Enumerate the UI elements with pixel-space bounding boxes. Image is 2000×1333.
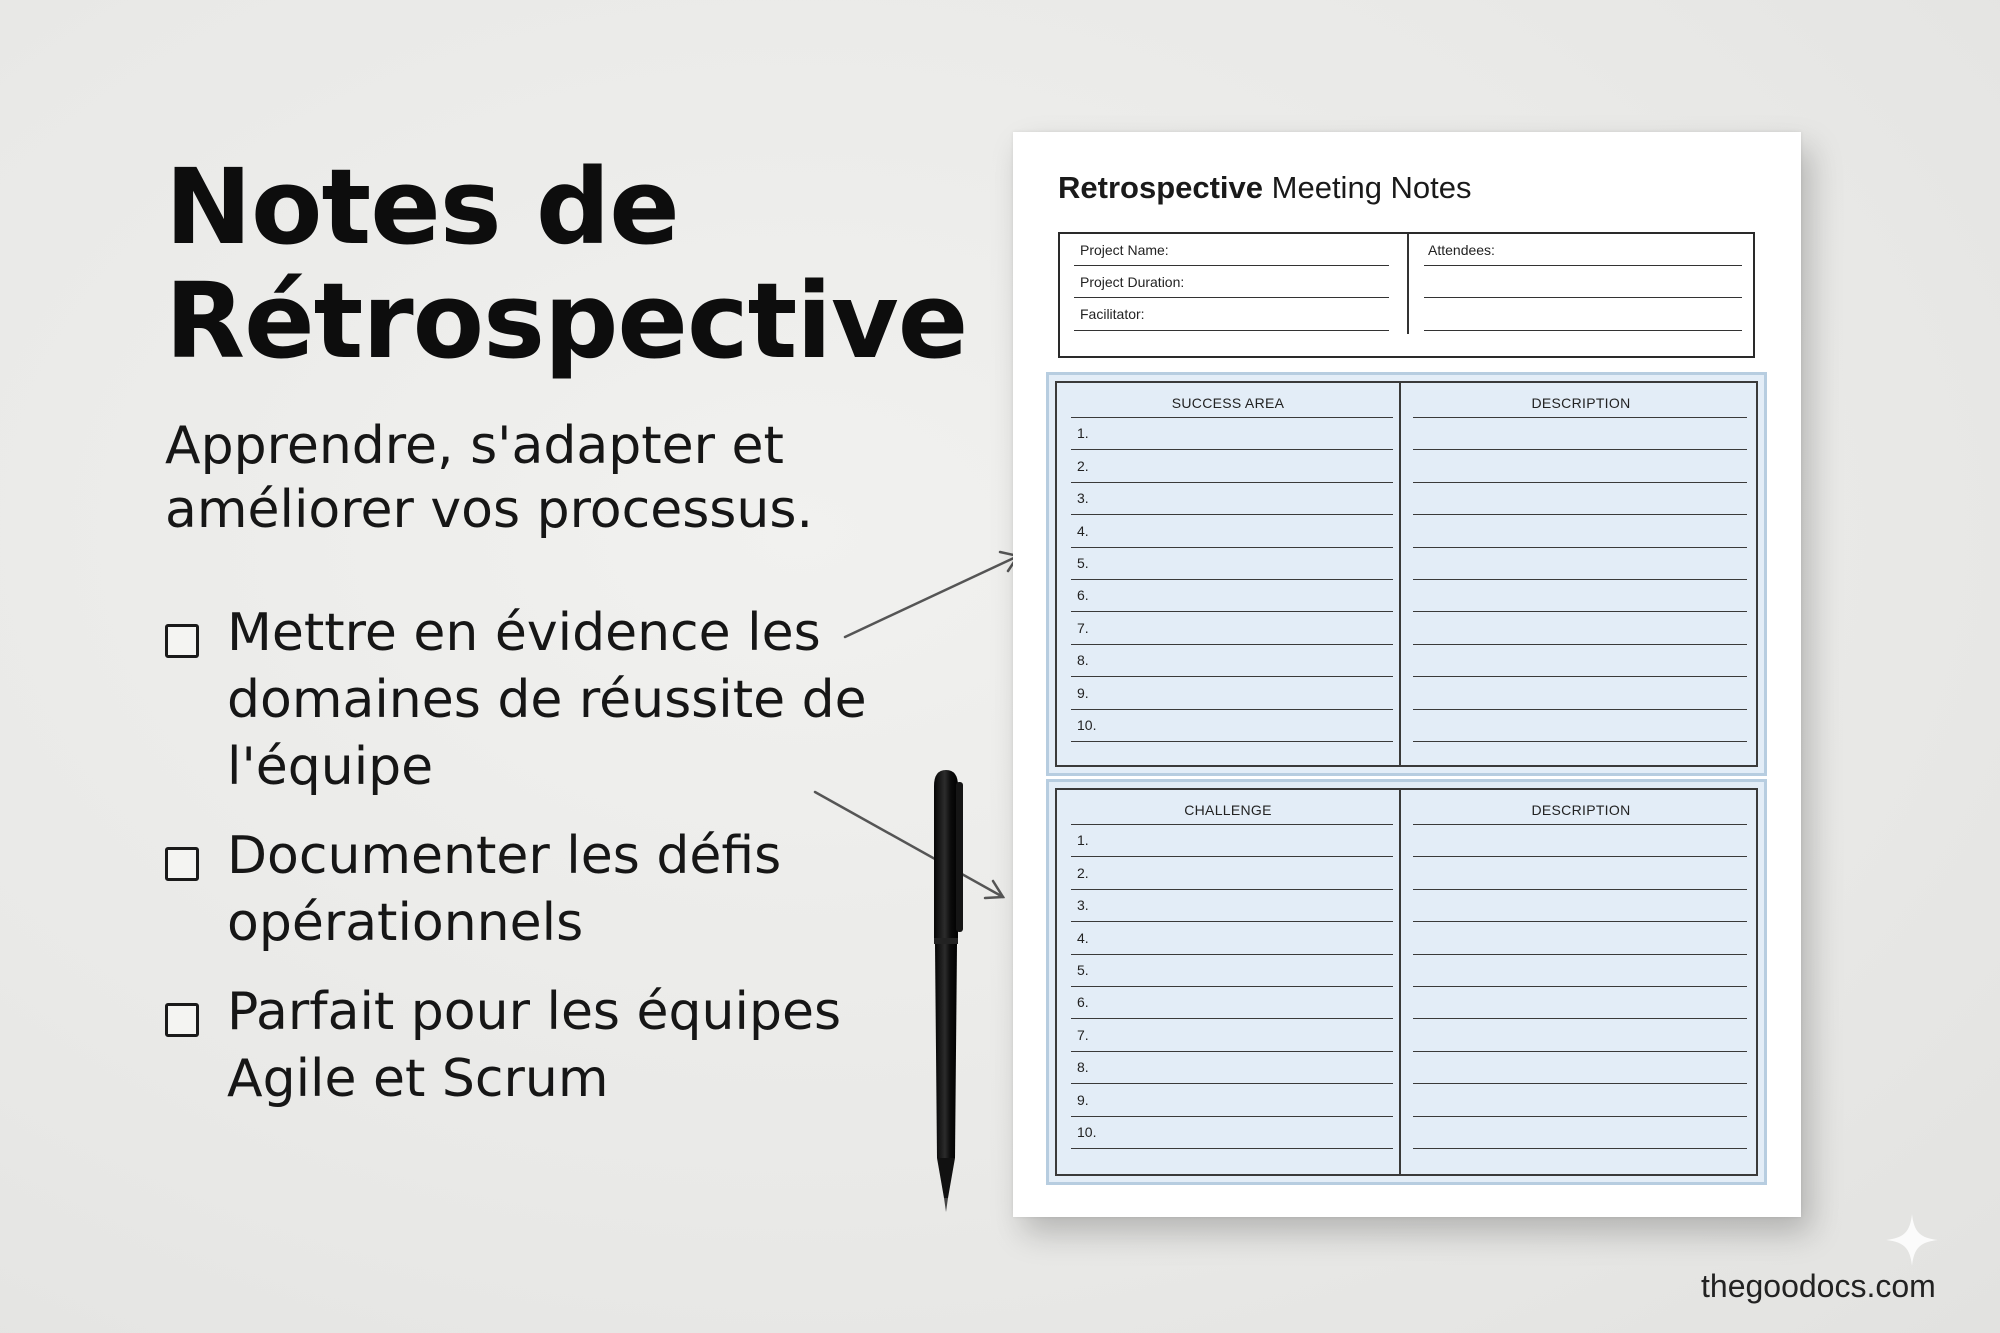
table-frame: [1055, 788, 1758, 1176]
header-line: [1413, 824, 1747, 825]
project-name-label: Project Name:: [1080, 242, 1169, 258]
row-line: [1071, 547, 1393, 548]
row-line: [1071, 741, 1393, 742]
row-line: [1413, 611, 1747, 612]
row-line: [1071, 1083, 1393, 1084]
column-divider: [1399, 383, 1401, 765]
row-number: 8.: [1077, 652, 1089, 669]
row-line: [1071, 676, 1393, 677]
field-line: [1074, 265, 1389, 266]
row-number: 9.: [1077, 684, 1089, 701]
headline: [165, 146, 968, 382]
project-duration-label: Project Duration:: [1080, 274, 1185, 290]
row-number: 3.: [1077, 897, 1089, 914]
row-line: [1413, 644, 1747, 645]
feature-item: [165, 600, 925, 801]
field-line: [1074, 297, 1389, 298]
checkbox-icon: [165, 624, 199, 658]
attendees-label: Attendees:: [1428, 242, 1495, 258]
row-number: 5.: [1077, 555, 1089, 571]
feature-line: opérationnels: [227, 893, 584, 953]
feature-item: [165, 979, 925, 1113]
row-number: 6.: [1077, 994, 1089, 1011]
row-number: 6.: [1077, 587, 1089, 604]
field-line: [1424, 297, 1742, 298]
feature-line: Parfait pour les équipes: [227, 982, 842, 1042]
checkbox-icon: [165, 1003, 199, 1037]
row-number: 4.: [1077, 522, 1089, 539]
row-number: 10.: [1077, 717, 1097, 733]
row-line: [1413, 676, 1747, 677]
feature-list: [165, 600, 925, 1113]
arrowhead-icon: [985, 881, 1003, 898]
row-line: [1413, 1051, 1747, 1052]
description-header: DESCRIPTION: [1531, 395, 1631, 411]
row-line: [1071, 644, 1393, 645]
feature-line: domaines de réussite de: [227, 670, 867, 730]
row-line: [1413, 1148, 1747, 1149]
row-line: [1071, 921, 1393, 922]
row-line: [1071, 579, 1393, 580]
field-line: [1424, 265, 1742, 266]
row-line: [1071, 954, 1393, 955]
row-line: [1071, 856, 1393, 857]
header-line: [1071, 824, 1393, 825]
checkbox-icon: [165, 847, 199, 881]
description-header: DESCRIPTION: [1531, 802, 1631, 818]
challenge-header: CHALLENGE: [1184, 802, 1272, 818]
success-area-table: [1046, 372, 1767, 776]
challenge-table: [1046, 779, 1767, 1185]
intro-panel: [165, 146, 968, 1135]
row-line: [1071, 1018, 1393, 1019]
feature-text: [227, 823, 907, 957]
column-divider: [1399, 790, 1401, 1174]
row-number: 9.: [1077, 1091, 1089, 1108]
row-line: [1413, 547, 1747, 548]
row-line: [1071, 986, 1393, 987]
headline-line2: Rétrospective: [165, 260, 968, 382]
row-line: [1071, 1051, 1393, 1052]
table-frame: [1055, 381, 1758, 767]
row-number: 10.: [1077, 1124, 1097, 1140]
document-title-rest: Meeting Notes: [1263, 170, 1472, 205]
document-title-bold: Retrospective: [1058, 170, 1264, 205]
site-credit: thegoodocs.com: [1701, 1268, 1936, 1304]
header-line: [1413, 417, 1747, 418]
row-number: 8.: [1077, 1059, 1089, 1076]
document-title: [1058, 170, 1472, 206]
feature-line: Documenter les défis: [227, 826, 782, 886]
pen-icon: [928, 768, 968, 1213]
headline-line1: Notes de: [165, 146, 679, 268]
field-line: [1074, 330, 1389, 331]
row-line: [1413, 921, 1747, 922]
row-line: [1071, 1148, 1393, 1149]
row-line: [1071, 482, 1393, 483]
row-number: 3.: [1077, 490, 1089, 507]
row-line: [1071, 611, 1393, 612]
feature-text: [227, 979, 907, 1113]
row-number: 5.: [1077, 962, 1089, 978]
row-line: [1413, 482, 1747, 483]
sparkle-icon: [1884, 1212, 1940, 1268]
document-preview: [1013, 132, 1801, 1217]
row-number: 1.: [1077, 425, 1089, 442]
row-line: [1413, 709, 1747, 710]
field-line: [1424, 330, 1742, 331]
info-divider: [1407, 234, 1409, 334]
subtitle-line1: Apprendre, s'adapter et: [165, 416, 784, 476]
row-number: 4.: [1077, 929, 1089, 946]
row-line: [1413, 1116, 1747, 1117]
row-number: 2.: [1077, 864, 1089, 881]
header-line: [1071, 417, 1393, 418]
feature-line: Agile et Scrum: [227, 1049, 609, 1109]
row-line: [1071, 514, 1393, 515]
row-line: [1413, 1018, 1747, 1019]
row-number: 7.: [1077, 1026, 1089, 1043]
project-info-box: [1058, 232, 1755, 358]
row-line: [1413, 579, 1747, 580]
row-line: [1413, 514, 1747, 515]
feature-line: l'équipe: [227, 737, 434, 797]
row-line: [1071, 709, 1393, 710]
row-line: [1071, 889, 1393, 890]
row-number: 7.: [1077, 619, 1089, 636]
row-line: [1413, 741, 1747, 742]
row-line: [1413, 986, 1747, 987]
success-area-header: SUCCESS AREA: [1171, 395, 1285, 411]
row-line: [1413, 449, 1747, 450]
subtitle-line2: améliorer vos processus.: [165, 480, 813, 540]
row-line: [1071, 1116, 1393, 1117]
row-line: [1413, 889, 1747, 890]
row-number: 2.: [1077, 457, 1089, 474]
feature-text: [227, 600, 907, 801]
subtitle: [165, 414, 925, 542]
row-line: [1413, 954, 1747, 955]
facilitator-label: Facilitator:: [1080, 306, 1145, 322]
row-line: [1413, 856, 1747, 857]
row-number: 1.: [1077, 832, 1089, 849]
row-line: [1071, 449, 1393, 450]
feature-line: Mettre en évidence les: [227, 603, 821, 663]
feature-item: [165, 823, 925, 957]
row-line: [1413, 1083, 1747, 1084]
